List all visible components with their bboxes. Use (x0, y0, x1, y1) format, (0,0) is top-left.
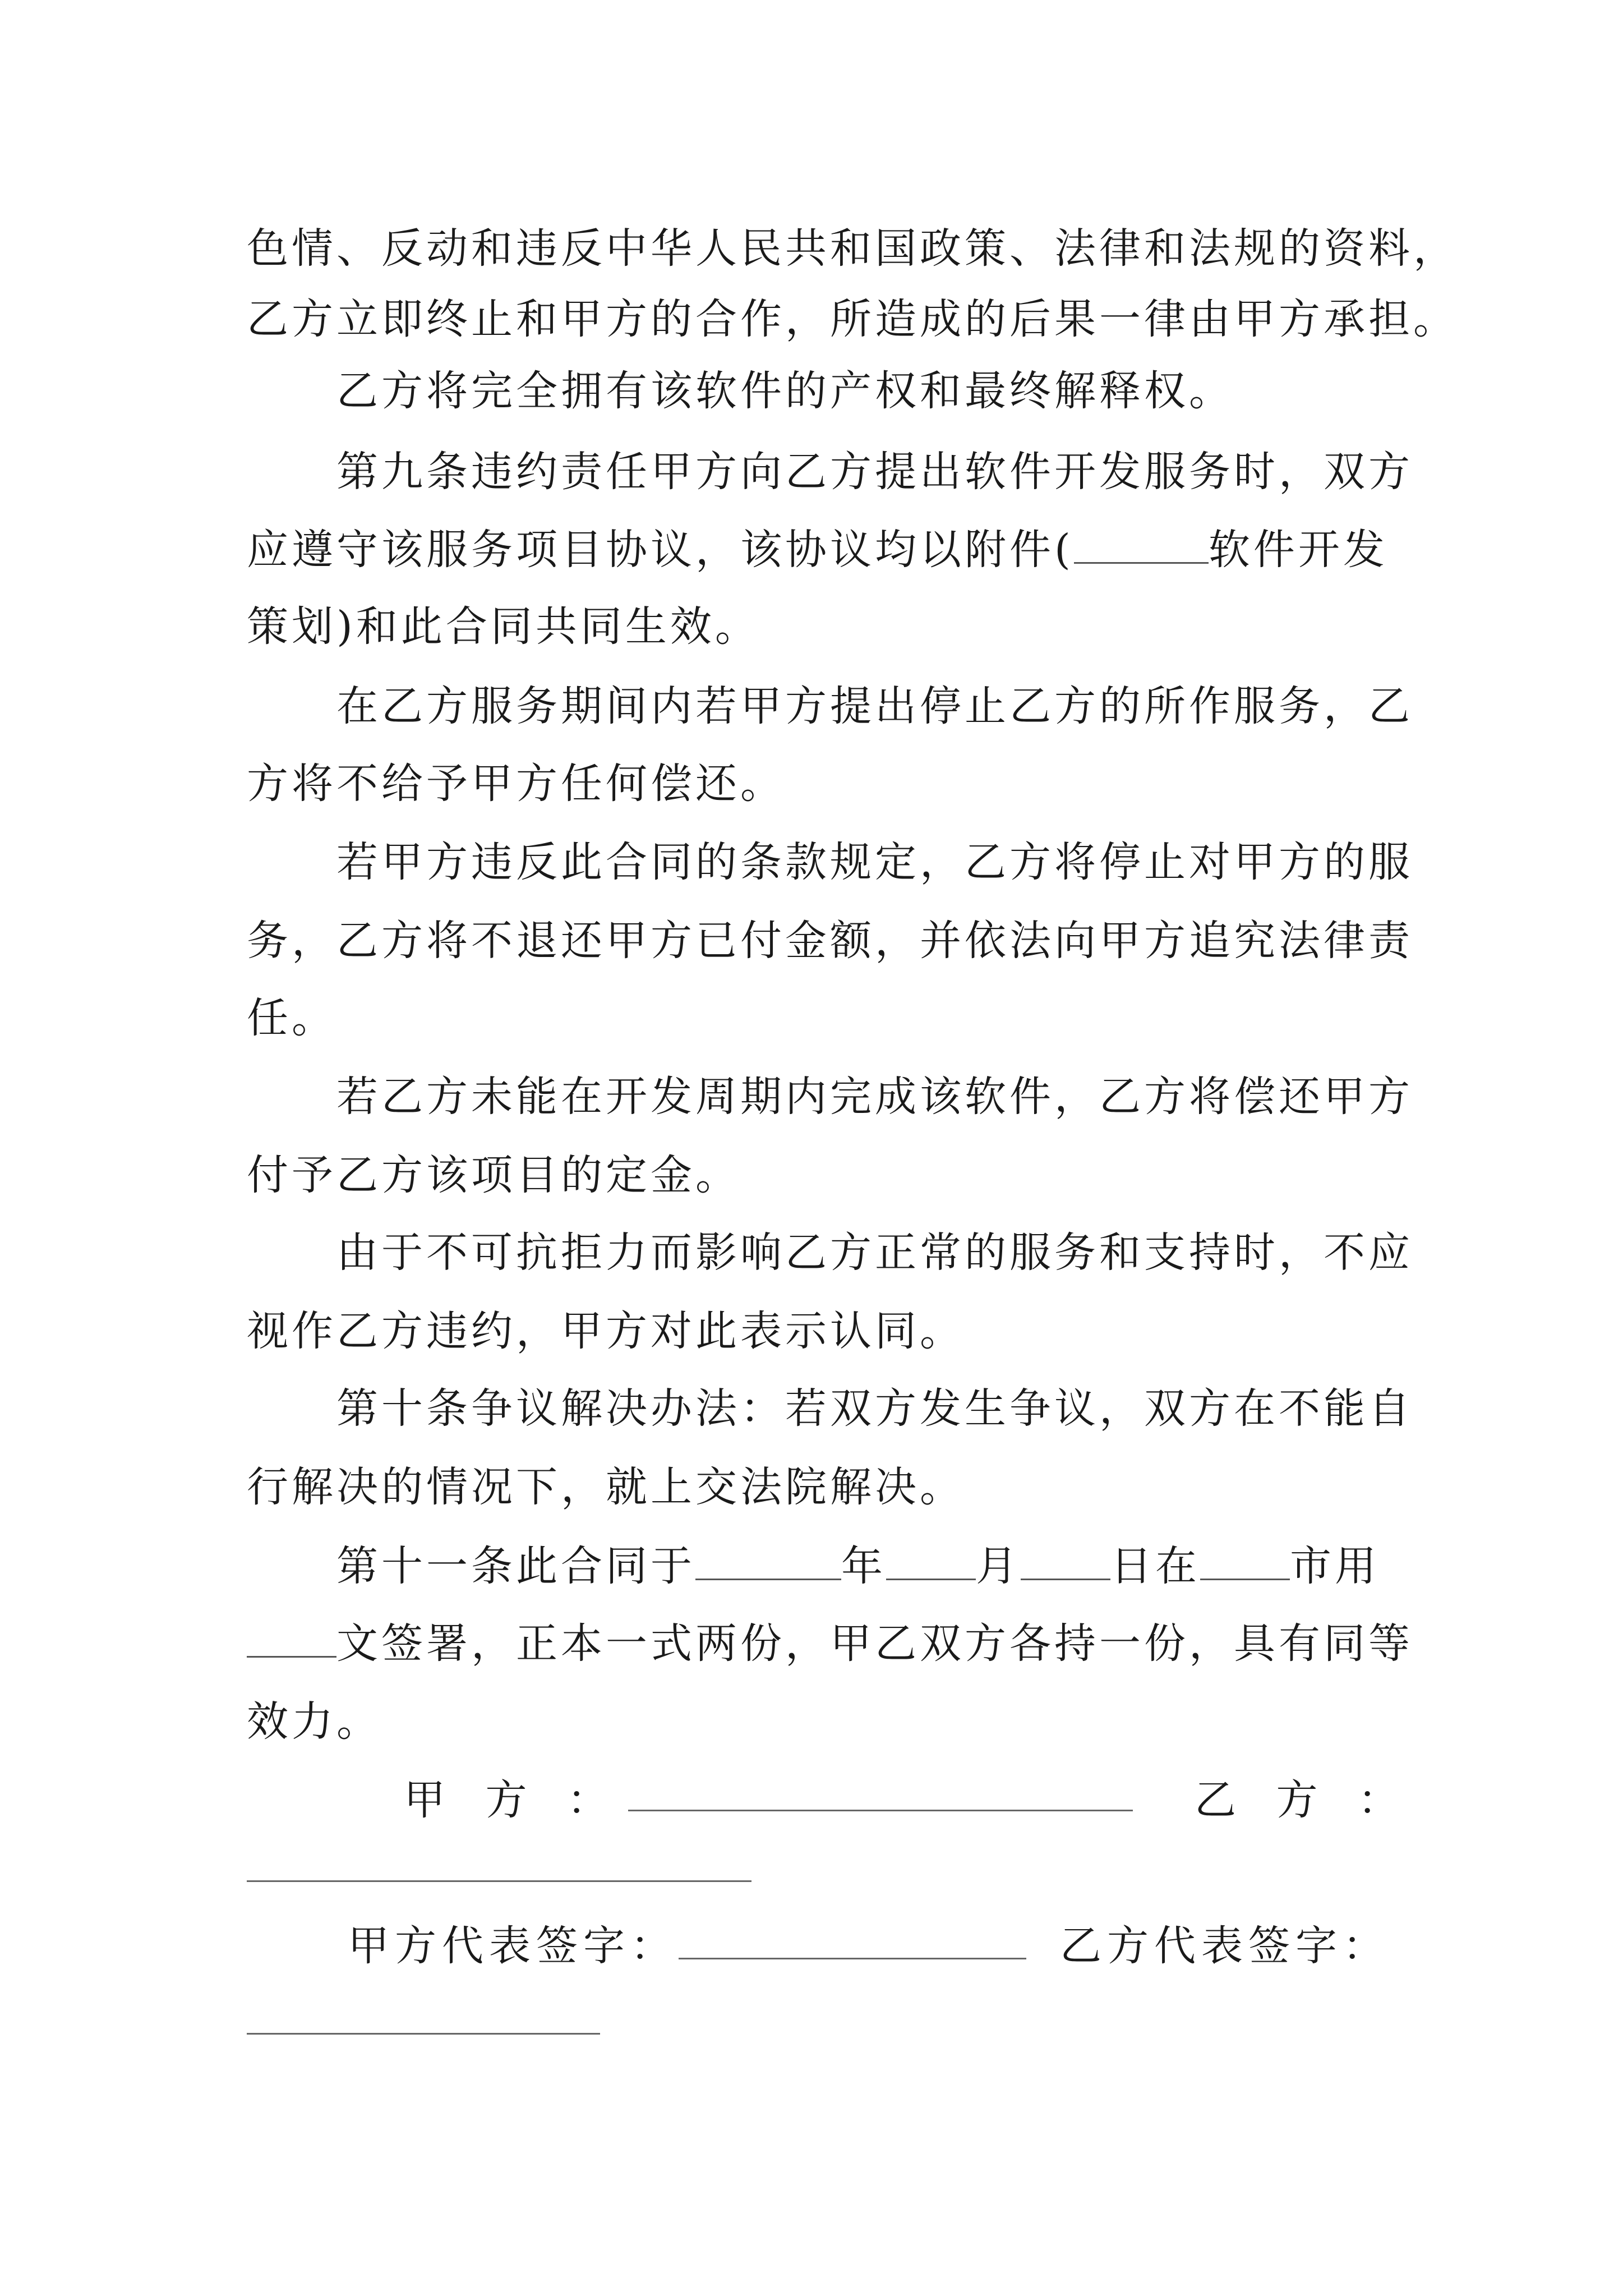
clause-11-line-3: 效力。 (247, 1697, 381, 1746)
clause-11-line-2 (247, 1619, 1413, 1668)
clause-text: 第十一条此合同于 (336, 1542, 695, 1590)
body-line: 付予乙方该项目的定金。 (247, 1151, 740, 1199)
clause-text: 月 (976, 1542, 1021, 1590)
body-line: 色情、反动和违反中华人民共和国政策、法律和法规的资料， (247, 224, 1458, 273)
clause-text: 市用 (1290, 1542, 1380, 1590)
body-line: 第九条违约责任甲方向乙方提出软件开发服务时，双方 (336, 448, 1413, 496)
party-a-label: 甲 方 ： (404, 1776, 623, 1824)
body-line: 乙方立即终止和甲方的合作，所造成的后果一律由甲方承担。 (247, 295, 1458, 343)
body-line: 视作乙方违约，甲方对此表示认同。 (247, 1307, 965, 1355)
body-line: 策划)和此合同共同生效。 (247, 602, 760, 651)
party-b-signature-line (247, 1880, 751, 1882)
day-blank (1021, 1545, 1110, 1580)
body-line-with-blank (247, 526, 1388, 574)
body-line: 行解决的情况下，就上交法院解决。 (247, 1463, 965, 1511)
body-line: 方将不给予甲方任何偿还。 (247, 760, 785, 808)
body-line: 由于不可抗拒力而影响乙方正常的服务和支持时，不应 (336, 1228, 1413, 1277)
body-line: 若甲方违反此合同的条款规定，乙方将停止对甲方的服 (336, 838, 1413, 886)
body-line: 务，乙方将不退还甲方已付金额，并依法向甲方追究法律责 (247, 917, 1413, 965)
rep-a-label: 甲方代表签字： (348, 1922, 677, 1970)
party-b-label: 乙 方 ： (1195, 1776, 1413, 1824)
city-blank (1200, 1545, 1290, 1580)
clause-text: 文签署，正本一式两份，甲乙双方各持一份，具有同等 (336, 1619, 1413, 1668)
clause-11-line-1 (336, 1542, 1380, 1590)
body-line: 在乙方服务期间内若甲方提出停止乙方的所作服务，乙 (336, 682, 1413, 730)
body-text: 应遵守该服务项目协议，该协议均以附件( (247, 526, 1074, 574)
clause-text: 年 (841, 1542, 886, 1590)
body-line: 若乙方未能在开发周期内完成该软件，乙方将偿还甲方 (336, 1073, 1413, 1121)
body-line: 任。 (247, 994, 336, 1042)
body-line: 第十条争议解决办法：若双方发生争议，双方在不能自 (336, 1384, 1413, 1433)
year-blank (695, 1545, 841, 1580)
body-line: 乙方将完全拥有该软件的产权和最终解释权。 (336, 367, 1234, 415)
language-blank (247, 1622, 336, 1658)
month-blank (886, 1545, 976, 1580)
body-text: 软件开发 (1208, 526, 1388, 574)
rep-b-signature-line (247, 2033, 600, 2035)
party-a-signature-line (628, 1810, 1133, 1811)
fill-blank (1074, 528, 1209, 564)
rep-a-signature-line (679, 1958, 1026, 1959)
clause-text: 日在 (1110, 1542, 1200, 1590)
rep-b-label: 乙方代表签字： (1060, 1922, 1390, 1970)
